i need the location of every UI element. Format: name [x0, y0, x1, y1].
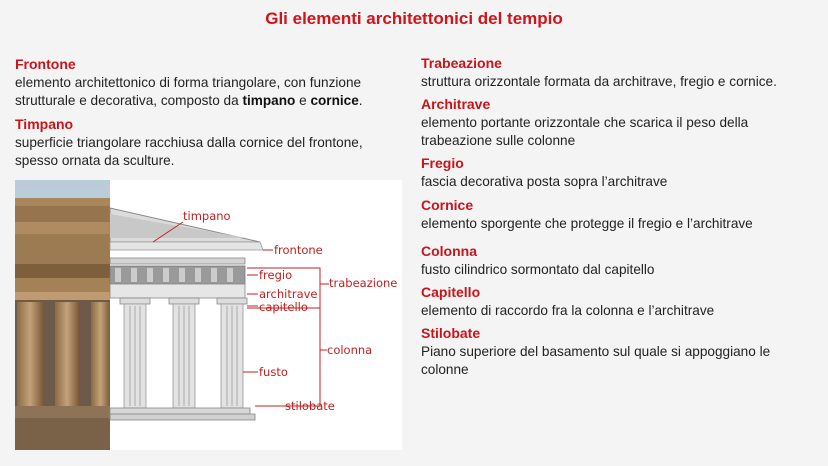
label-capitello: capitello — [259, 300, 308, 314]
diagram-architrave — [110, 284, 245, 298]
term-capitello: Capitello — [421, 284, 481, 300]
def-architrave: elemento portante orizzontale che scarica il peso della trabeazione sulle colonne — [421, 115, 749, 148]
def-stilobate: Piano superiore del basamento sul quale si appoggiano le colonne — [421, 344, 771, 377]
label-colonna: colonna — [327, 343, 373, 357]
def-cornice: elemento sporgente che protegge il fregio e l’architrave — [421, 216, 753, 231]
temple-figure — [15, 180, 402, 450]
def-trabeazione: struttura orizzontale formata da architrave, fregio e cornice. — [421, 74, 777, 89]
page-title: Gli elementi architettonici del tempio — [265, 9, 563, 28]
term-trabeazione: Trabeazione — [421, 55, 502, 71]
def-frontone: elemento architettonico di forma triangolare, con funzione strutturale e decorativa, composto da timpano e cornice. — [15, 75, 363, 108]
bold-timpano: timpano — [242, 93, 296, 108]
label-fregio: fregio — [259, 268, 293, 282]
label-frontone: frontone — [274, 243, 323, 257]
def-capitello: elemento di raccordo fra la colonna e l’architrave — [421, 303, 715, 318]
term-stilobate: Stilobate — [421, 325, 481, 341]
term-architrave: Architrave — [421, 96, 491, 112]
label-timpano: timpano — [183, 209, 231, 223]
temple-diagram — [15, 180, 402, 450]
bold-cornice: cornice — [310, 93, 359, 108]
term-fregio: Fregio — [421, 155, 464, 171]
def-timpano: superficie triangolare racchiusa dalla cornice del frontone, spesso ornata da sculture. — [15, 135, 363, 168]
label-fusto: fusto — [259, 365, 288, 379]
temple-photo — [15, 180, 110, 450]
term-frontone: Frontone — [15, 56, 76, 72]
term-colonna: Colonna — [421, 243, 477, 259]
term-timpano: Timpano — [15, 116, 74, 132]
label-stilobate: stilobate — [285, 399, 335, 413]
term-cornice: Cornice — [421, 197, 474, 213]
diagram-columns — [120, 298, 247, 408]
label-architrave: architrave — [259, 287, 318, 301]
diagram-stilobate — [110, 408, 255, 420]
label-trabeazione: trabeazione — [329, 276, 398, 290]
def-colonna: fusto cilindrico sormontato dal capitello — [421, 262, 655, 277]
def-fregio: fascia decorativa posta sopra l’architrave — [421, 174, 668, 189]
diagram-fregio — [110, 258, 245, 284]
